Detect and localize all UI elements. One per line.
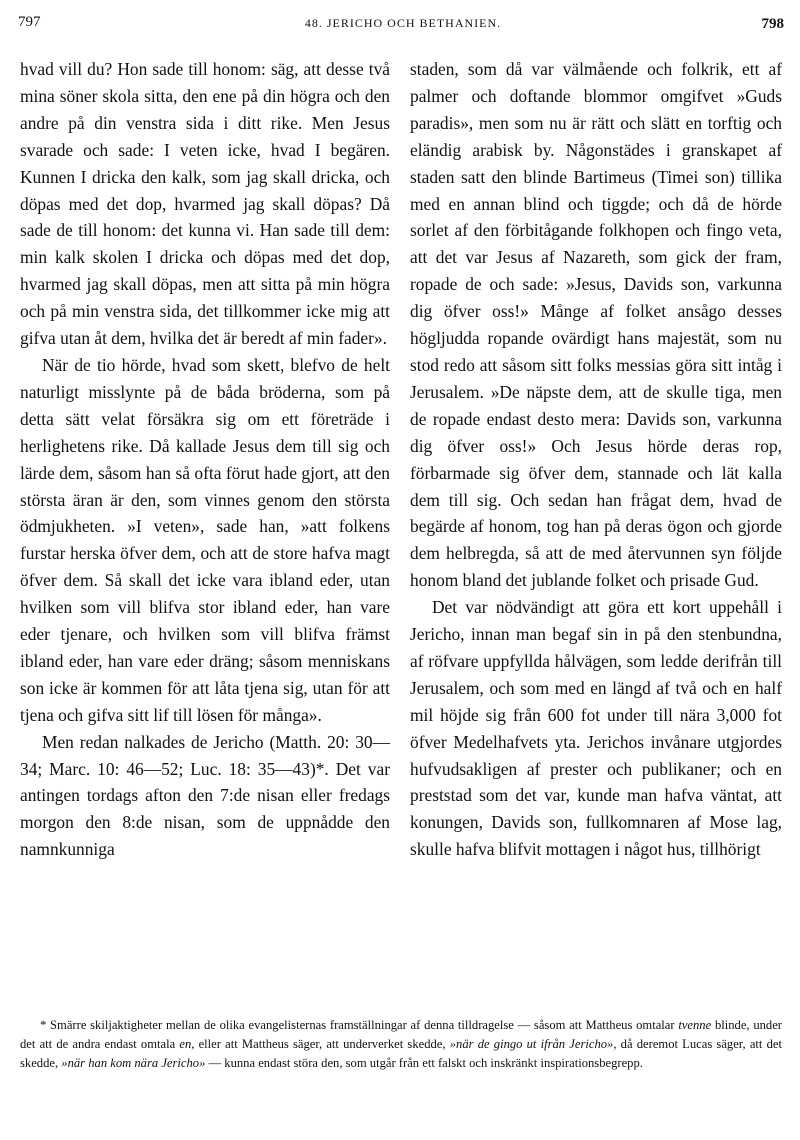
footnote: [20, 1016, 782, 1073]
right-column: [410, 56, 782, 863]
footnote-text: * Smärre skiljaktigheter mellan de olika evangelisternas framställningar af denna tilldragelse — såsom att Mattheus omtalar tvenne blinde, under det att de andra endast omtala en, eller att Mattheus säger, att underverket skedde, »när de gingo ut ifrån Jericho», då deremot Lucas säger, att det skedde, »när han kom nära Jericho» — kunna endast störa den, som utgår från ett falskt och inskränkt inspirationsbegrepp.: [20, 1018, 782, 1070]
paragraph: Det var nödvändigt att göra ett kort uppehåll i Jericho, innan man begaf sin in på den stenbundna, af röfvare uppfyllda hålvägen, som ledde derifrån till Jerusalem, och som med en längd af två och en half mil höjde sig från 600 fot under till nära 3,000 fot öfver Medelhafvets yta. Jerichos invånare utgjordes hufvudsakligen af prester och publikaner; och en preststad som det var, kunde man hafva väntat, att konungen, Davids son, fullkomnaren af Mose lag, skulle hafva blifvit mottagen i något hus, tillhörigt: [410, 597, 782, 860]
page-header: [18, 14, 788, 40]
paragraph: staden, som då var välmående och folkrik, ett af palmer och doftande blommor omgifvet »Guds paradis», men som nu är rätt och slätt en torftig och eländig arabisk by. Någonstädes i granskapet af staden satt den blinde Bartimeus (Timei son) tillika med en annan blind och tiggde; och då de hörde sorlet af den förbitågande folkhopen och fingo veta, att det var Jesus af Nazareth, som gick der fram, ropade de och sade: »Jesus, Davids son, varkunna dig öfver oss!» Månge af folket ansågo desses högljudda ropande ovärdigt hans majestät, som nu stod redo att såsom sitt folks messias göra sitt intåg i Jerusalem. »De näpste dem, att de skulle tiga, men de ropade endast desto mera: Davids son, varkunna dig öfver oss!» Och Jesus hörde deras rop, förbarmade sig öfver dem, stannade och lät kalla dem till sig. Och sedan han frågat dem, hvad de begärde af honom, tog han på deras ögon och gjorde dem helbregda, så att de med återvunnen syn följde honom bland det jublande folket och prisade Gud.: [410, 59, 782, 591]
paragraph: hvad vill du? Hon sade till honom: säg, att desse två mina söner skola sitta, den ene på din högra och den andre på din venstra sida i ditt rike. Men Jesus svarade och sade: I veten icke, hvad I begären. Kunnen I dricka den kalk, som jag skall dricka, och döpas med det dop, hvarmed jag skall döpas? Då sade de till honom: det kunna vi. Han sade till dem: min kalk skolen I dricka och döpas med det dop, hvarmed jag skall döpas, men att sitta på min högra och på min venstra sida, det tillkommer icke mig att gifva utan åt dem, hvilka det är beredt af min fader».: [20, 59, 390, 349]
paragraph: Men redan nalkades de Jericho (Matth. 20: 30—34; Marc. 10: 46—52; Luc. 18: 35—43)*. Det var antingen tordags afton den 7:de nisan eller fredags morgon den 8:de nisan, som de uppnådde den namnkunniga: [20, 731, 390, 860]
paragraph: När de tio hörde, hvad som skett, blefvo de helt naturligt misslynte på de båda bröderna, som på detta sätt velat försäkra sig om ett företräde i herlighetens rike. Då kallade Jesus dem till sig och lärde dem, såsom han så ofta förut hade gjort, att den största äran är den, som vinnes genom den största ödmjukheten. »I veten», sade han, »att folkens furstar herska öfver dem, och att de store hafva magt öfver dem. Så skall det icke vara ibland eder, utan hvilken som vill blifva stor ibland eder, han vare eder tjenare, och hvilken som vill blifva främst ibland eder, han vare eder dräng; såsom menniskans son icke är kommen för att låta tjena sig, utan för att tjena och gifva sitt lif till lösen för många».: [20, 354, 390, 725]
page-number-right: 798: [761, 16, 784, 32]
page-number-left: 797: [18, 14, 41, 30]
left-column: [20, 56, 390, 863]
running-title: 48. JERICHO OCH BETHANIEN.: [304, 16, 502, 30]
